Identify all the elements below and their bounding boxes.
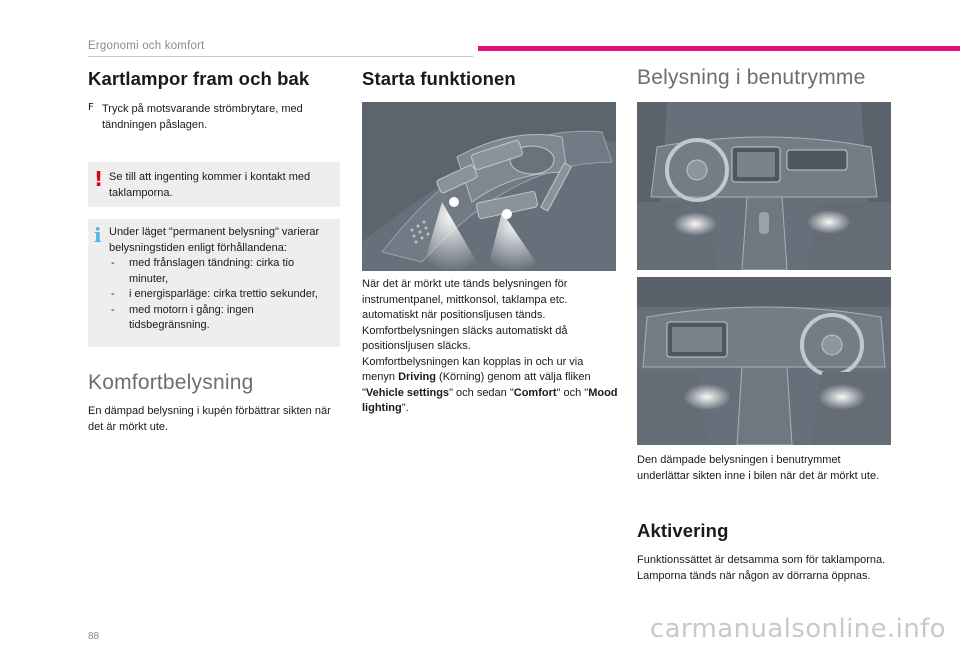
para3-text-e: " och sedan " [449,386,514,399]
step-instruction [88,102,343,133]
warning-note [88,162,340,207]
benutrymme-caption-block [637,453,893,484]
footwell-rear-illustration [637,277,891,445]
section-header: Ergonomi och komfort [88,40,205,52]
step-text-line2: tändningen påslagen. [102,118,208,131]
benutrymme-title: Belysning i benutrymme [637,66,866,89]
info-note [88,219,340,347]
overhead-lamps-drawing [362,102,616,271]
warning-text: Se till att ingenting kommer i kontakt med taklamporna. [109,171,311,199]
para3-text-i: ". [401,402,409,414]
header-accent-bar [478,46,960,51]
menu-vehicle-settings: Vehicle settings [365,386,450,399]
starta-para-3 [362,355,618,417]
kartlampor-title: Kartlampor fram och bak [88,68,310,89]
info-list-item [109,256,332,287]
watermark: carmanualsonline.info [649,614,946,644]
column-2 [362,68,617,90]
column-3 [637,66,897,90]
rear-cabin-drawing [637,277,891,445]
list-dash: - [111,288,115,300]
starta-para-2: Komfortbelysningen släcks automatiskt då positionsljusen släcks. [362,324,568,352]
aktivering-title: Aktivering [637,520,729,541]
info-list-item [109,303,332,334]
para3-text-g: " och " [556,386,589,399]
list-dash: - [111,303,115,316]
aktivering-text: Funktionssättet är detsamma som för taklamporna. Lamporna tänds när någon av dörrarna öppnas. [637,554,886,582]
column-1 [88,68,343,133]
para3-text-a: Komfortbelysningen kan kopplas in och ur via menyn [362,355,584,383]
aktivering-section [637,520,893,584]
menu-driving: Driving [398,371,436,383]
menu-comfort: Comfort [513,386,557,399]
warning-icon: ! [94,167,104,191]
menu-mood-lighting: Mood lighting [362,386,618,414]
komfort-title: Komfortbelysning [88,371,254,394]
overhead-console-illustration [362,102,616,271]
list-dash: - [111,257,115,269]
starta-title: Starta funktionen [362,68,516,89]
starta-body [362,277,618,417]
step-text-line1: Tryck på motsvarande strömbrytare, med [102,103,303,115]
starta-para-1: När det är mörkt ute tänds belysningen för instrumentpanel, mittkonsol, taklampa etc. automatiskt när positionsljusen tänds. [362,278,568,321]
info-intro: Under läget "permanent belysning" varierar belysningstiden enligt förhållandena: [109,226,320,254]
komfort-text: En dämpad belysning i kupén förbättrar sikten när det är mörkt ute. [88,405,331,433]
info-item-1: med frånslagen tändning: cirka tio minuter, [129,257,295,285]
info-icon: i [94,223,102,247]
step-text [102,102,303,133]
info-item-2: i energisparläge: cirka trettio sekunder, [129,288,318,300]
page-number: 88 [88,631,100,642]
front-cabin-drawing [637,102,891,270]
info-item-3: med motorn i gång: ingen tidsbegränsning. [129,303,254,331]
info-list-item [109,287,332,303]
step-arrow-icon: F [88,102,94,113]
komfort-section [88,371,343,435]
benutrymme-caption: Den dämpade belysningen i benutrymmet underlättar sikten inne i bilen när det är mörkt ute. [637,454,880,482]
header-rule [88,56,473,57]
para3-text-c: (Körning) genom att välja fliken " [362,371,591,399]
footwell-front-illustration [637,102,891,270]
